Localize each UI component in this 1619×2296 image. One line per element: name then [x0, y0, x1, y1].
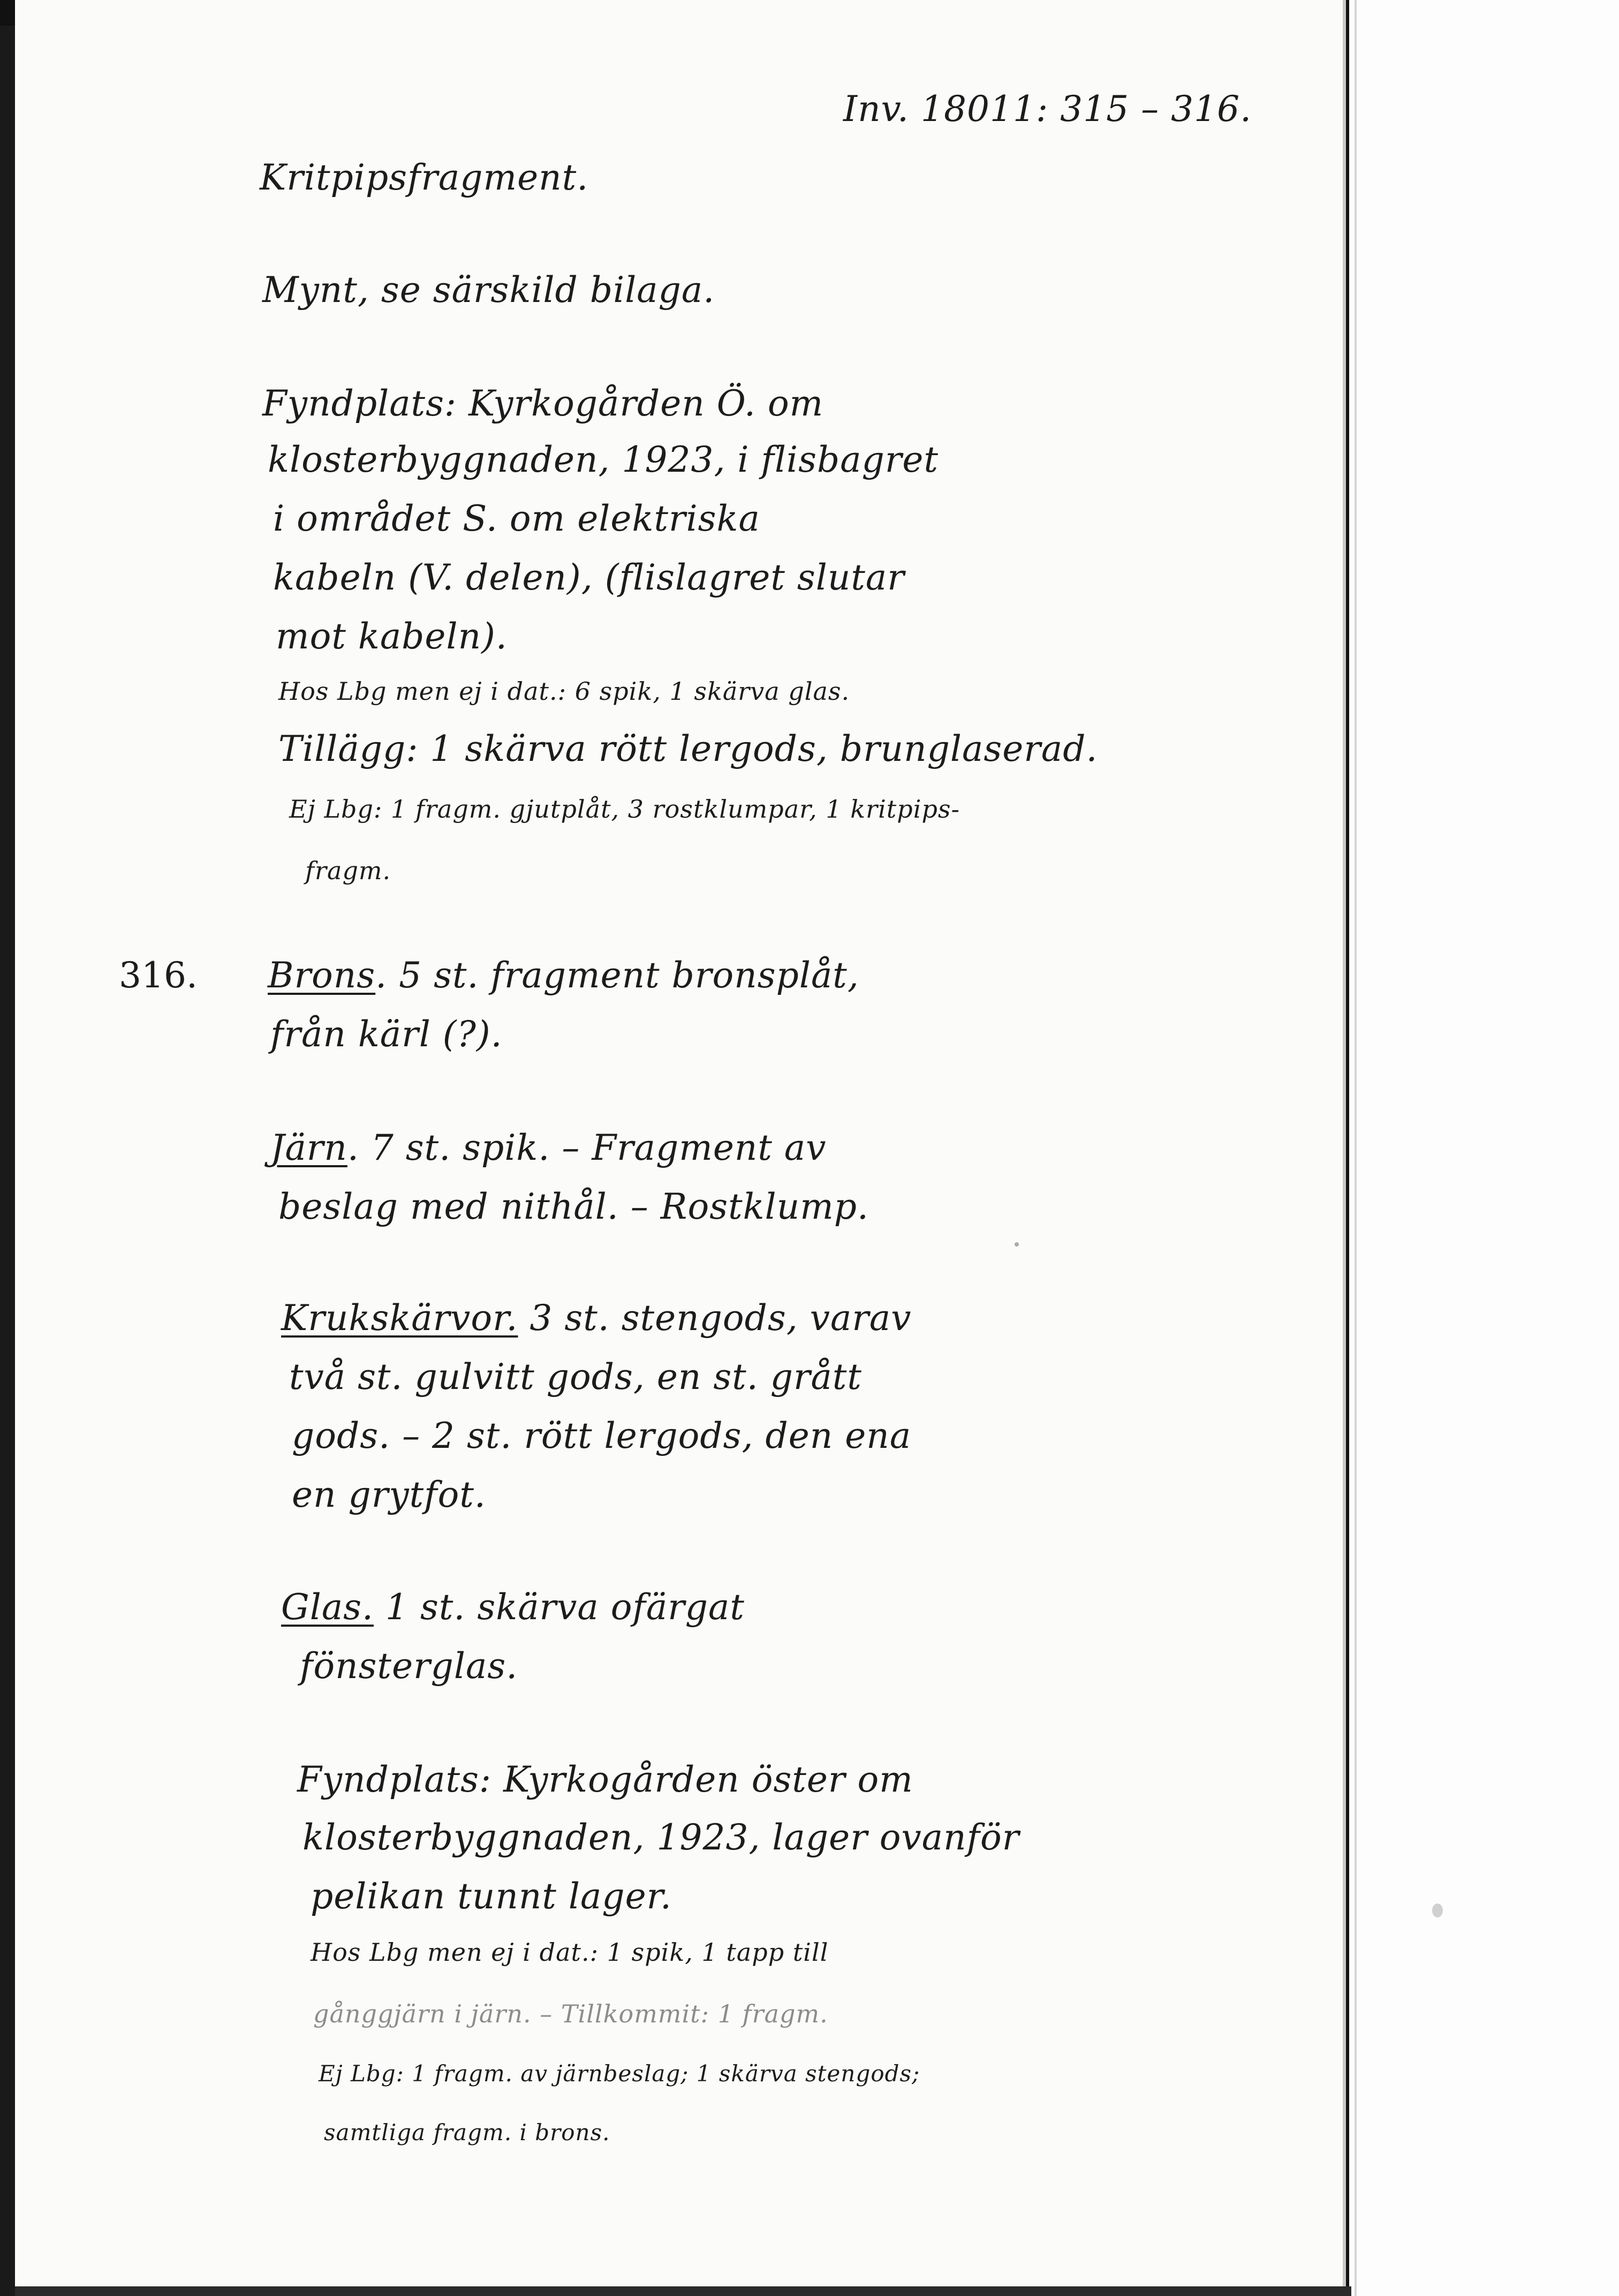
glass-heading: Glas. [281, 1587, 374, 1628]
glass-text-1: 1 st. skärva ofärgat [374, 1587, 745, 1628]
entry-316-sherd-line-4: en grytfot. [292, 1474, 486, 1515]
entry-316-note-ej-lbg-line-1: Ej Lbg: 1 fragm. av järnbeslag; 1 skärva stengods; [319, 2060, 920, 2087]
entry-315-find-place-line-4: kabeln (V. delen), (flislagret slutar [273, 557, 905, 598]
page-fold-line [1355, 0, 1357, 2296]
entry-316-note-ej-lbg-line-2: samtliga fragm. i brons. [324, 2119, 610, 2146]
bronze-text-1: . 5 st. fragment bronsplåt, [375, 955, 859, 996]
entry-316-glass-line-2: fönsterglas. [300, 1645, 518, 1687]
page-bottom-shadow [15, 2286, 1351, 2296]
entry-315-note-hos-lbg: Hos Lbg men ej i dat.: 6 spik, 1 skärva glas. [278, 677, 850, 706]
entry-316-iron-line-1 [270, 1119, 827, 1177]
entry-316-note-hos-lbg: Hos Lbg men ej i dat.: 1 spik, 1 tapp till [311, 1938, 829, 1967]
iron-text-1: . 7 st. spik. – Fragment av [347, 1127, 827, 1168]
entry-316-iron-line-2: beslag med nithål. – Rostklump. [278, 1186, 869, 1227]
sherd-text-1: 3 st. stengods, varav [518, 1297, 912, 1339]
entry-316-find-place-line-1: Fyndplats: Kyrkogården öster om [297, 1759, 913, 1800]
entry-315-coin-note: Mynt, se särskild bilaga. [262, 269, 715, 311]
entry-316-sherd-line-2: två st. gulvitt gods, en st. grått [289, 1356, 862, 1398]
entry-315-note-ej-lbg-line-1: Ej Lbg: 1 fragm. gjutplåt, 3 rostklumpar, 1 kritpips- [289, 795, 960, 824]
paper-speck [1432, 1904, 1443, 1917]
entry-315-find-place-line-1: Fyndplats: Kyrkogården Ö. om [262, 383, 824, 424]
inventory-reference: Inv. 18011: 315 – 316. [843, 88, 1252, 130]
entry-315-note-tillagg: Tillägg: 1 skärva rött lergods, brunglaserad. [278, 728, 1098, 769]
scanner-edge [0, 0, 15, 2296]
entry-315-note-ej-lbg-line-2: fragm. [305, 856, 391, 885]
entry-316-sherd-line-1 [281, 1289, 912, 1347]
entry-316-number: 316. [119, 955, 198, 996]
entry-316-bronze-line-2: från kärl (?). [270, 1014, 503, 1055]
entry-316-note-faded: gånggjärn i järn. – Tillkommit: 1 fragm. [313, 1999, 828, 2028]
entry-315-find-place-line-5: mot kabeln). [276, 616, 508, 657]
entry-316-sherd-line-3: gods. – 2 st. rött lergods, den ena [292, 1415, 912, 1456]
entry-315-find-place-line-2: klosterbyggnaden, 1923, i flisbagret [268, 439, 939, 480]
entry-315-object: Kritpipsfragment. [260, 157, 589, 198]
bronze-heading: Brons [268, 955, 376, 996]
iron-heading: Järn [270, 1127, 347, 1168]
paper-speck [1015, 1242, 1019, 1247]
sherd-heading: Krukskärvor. [281, 1297, 518, 1339]
entry-315-find-place-line-3: i området S. om elektriska [273, 498, 760, 539]
entry-316-glass-line-1 [281, 1578, 745, 1636]
entry-316-find-place-line-2: klosterbyggnaden, 1923, lager ovanför [302, 1817, 1020, 1858]
entry-316-find-place-line-3: pelikan tunnt lager. [311, 1876, 672, 1917]
page-margin-strip [1349, 0, 1619, 2296]
entry-316-bronze-line-1 [268, 947, 859, 1004]
